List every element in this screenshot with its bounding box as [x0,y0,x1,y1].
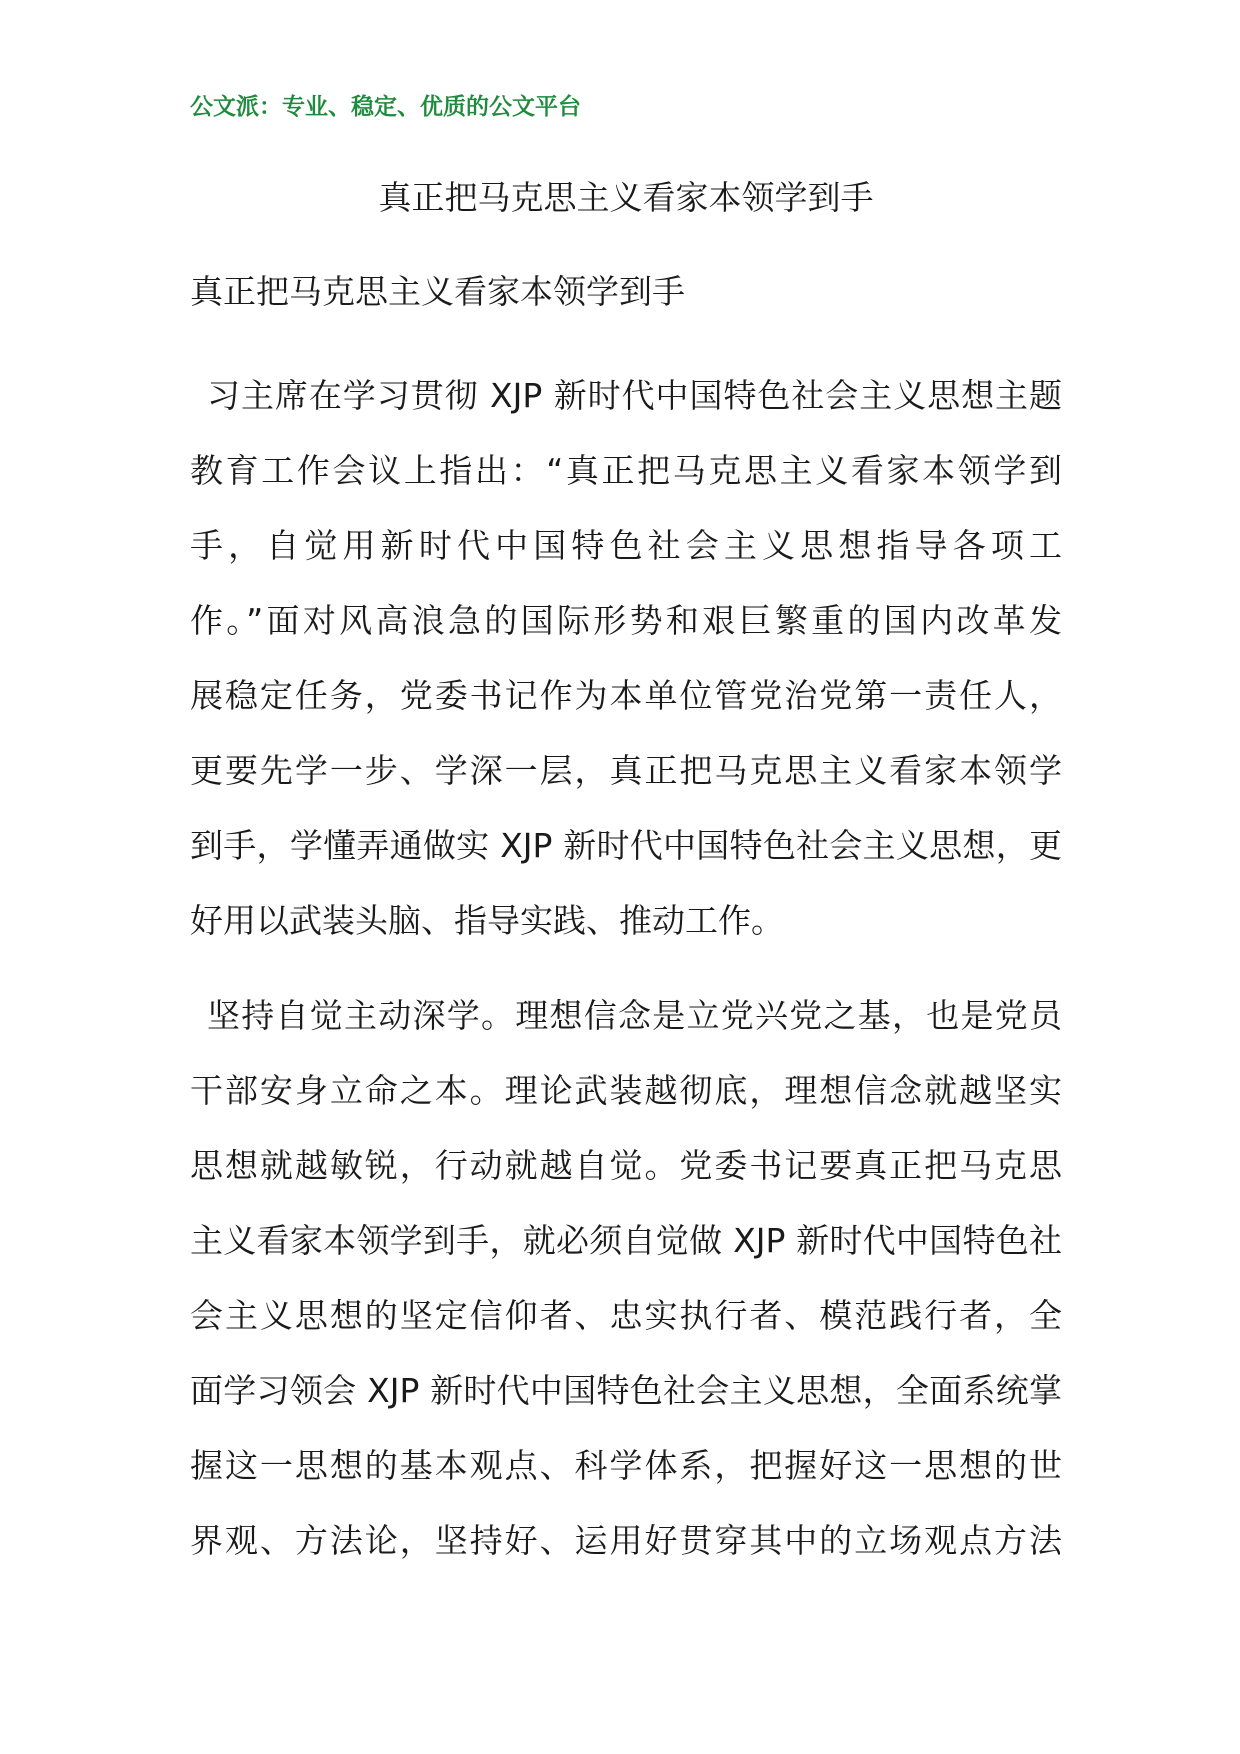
paragraph-1 [190,358,1062,958]
brand-header: 公文派：专业、稳定、优质的公文平台 [190,94,581,120]
paragraph-line: 手，自觉用新时代中国特色社会主义思想指导各项工 [190,526,1062,565]
paragraph-line: 面学习领会 XJP 新时代中国特色社会主义思想，全面系统掌 [190,1371,1062,1410]
paragraph-line: 思想就越敏锐，行动就越自觉。党委书记要真正把马克思 [190,1146,1062,1185]
document-title: 真正把马克思主义看家本领学到手 [378,178,874,217]
paragraph-line: 展稳定任务，党委书记作为本单位管党治党第一责任人， [190,676,1062,715]
paragraph-line: 到手，学懂弄通做实 XJP 新时代中国特色社会主义思想，更 [190,826,1062,865]
paragraph-line: 更要先学一步、学深一层，真正把马克思主义看家本领学 [190,751,1062,790]
paragraph-line: 好用以武装头脑、指导实践、推动工作。 [190,901,784,940]
paragraph-line: 界观、方法论，坚持好、运用好贯穿其中的立场观点方法 [190,1521,1062,1560]
paragraph-line: 坚持自觉主动深学。理想信念是立党兴党之基，也是党员 [207,996,1062,1035]
paragraph-line: 握这一思想的基本观点、科学体系，把握好这一思想的世 [190,1446,1062,1485]
document-subtitle: 真正把马克思主义看家本领学到手 [190,272,685,311]
paragraph-line: 习主席在学习贯彻 XJP 新时代中国特色社会主义思想主题 [207,376,1062,415]
paragraph-line: 干部安身立命之本。理论武装越彻底，理想信念就越坚实 [190,1071,1062,1110]
paragraph-2 [190,978,1062,1578]
paragraph-line: 作。”面对风高浪急的国际形势和艰巨繁重的国内改革发 [190,601,1062,640]
paragraph-line: 主义看家本领学到手，就必须自觉做 XJP 新时代中国特色社 [190,1221,1062,1260]
paragraph-line: 会主义思想的坚定信仰者、忠实执行者、模范践行者，全 [190,1296,1062,1335]
paragraph-line: 教育工作会议上指出：“真正把马克思主义看家本领学到 [190,451,1062,490]
